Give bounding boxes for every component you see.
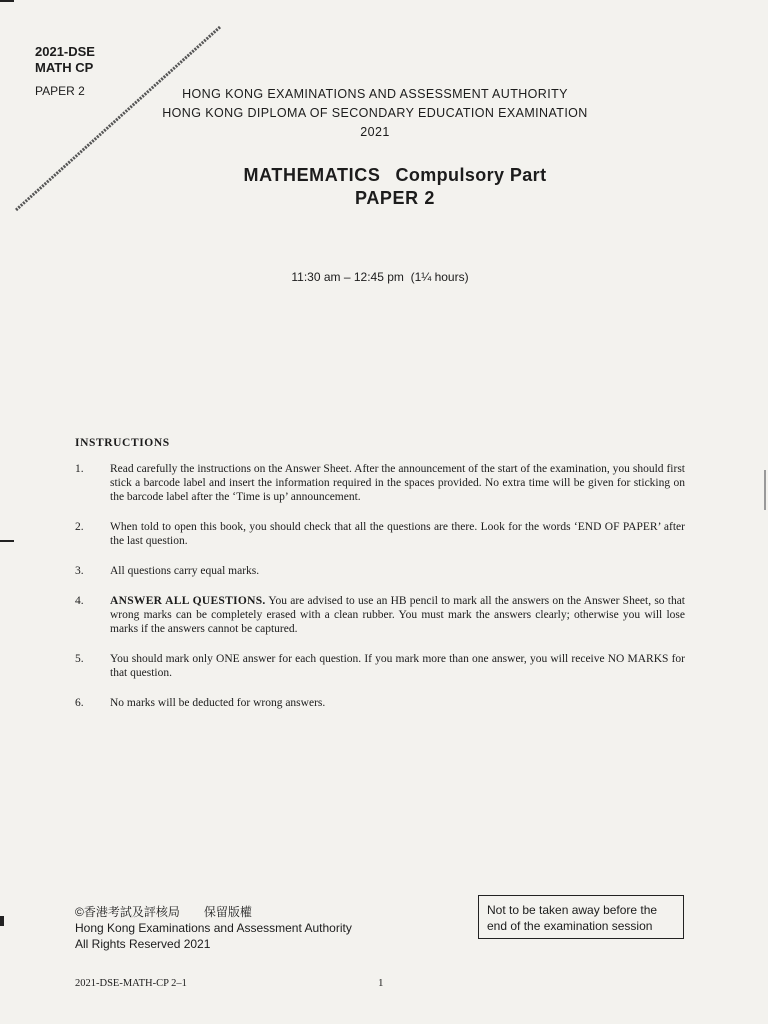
copyright-english: Hong Kong Examinations and Assessment Authority (75, 921, 352, 935)
instruction-item: 3. All questions carry equal marks. (75, 565, 260, 577)
copyright-rights: All Rights Reserved 2021 (75, 937, 211, 951)
scan-edge-mark (0, 540, 14, 542)
copyright-notice (75, 904, 352, 952)
authority-heading (150, 85, 600, 142)
instruction-item: 2. When told to open this book, you should check that all the questions are there. Look for the words ‘END OF PAPER’ after the last question. (75, 521, 685, 547)
not-to-be-taken-notice: Not to be taken away before the end of the examination session (478, 895, 684, 939)
instructions-list (75, 462, 685, 726)
paper-code-line1: 2021-DSE (35, 44, 95, 59)
subject-title (150, 165, 640, 186)
instruction-item: 6. No marks will be deducted for wrong answers. (75, 697, 326, 709)
paper-code-line2: MATH CP (35, 60, 94, 75)
copyright-chinese: ©香港考試及評核局 保留版權 (75, 905, 252, 919)
paper-tag: PAPER 2 (35, 84, 85, 98)
scan-edge-mark (764, 470, 766, 510)
authority-line2: HONG KONG DIPLOMA OF SECONDARY EDUCATION EXAMINATION 2021 (162, 106, 588, 139)
scan-edge-mark (0, 0, 14, 2)
paper-title: PAPER 2 (355, 188, 435, 208)
subject-name: MATHEMATICS (243, 165, 381, 185)
instruction-item: 1. Read carefully the instructions on the Answer Sheet. After the announcement of the start of the examination, you should first stick a barcode label and insert the information required in the spaces provided. No extra time will be given for sticking on the barcode label after the ‘Time is up’ announcement. (75, 463, 685, 503)
subject-part: Compulsory Part (395, 165, 547, 185)
exam-time: 11:30 am – 12:45 pm (1¼ hours) (291, 270, 469, 284)
page-number: 1 (378, 977, 384, 989)
instruction-item: 4. ANSWER ALL QUESTIONS. You are advised to use an HB pencil to mark all the answers on the Answer Sheet, so that wrong marks can be completely erased with a clean rubber. You must mark the answers clearly; otherwise you will lose marks if the answers cannot be captured. (75, 595, 685, 635)
footer-paper-code: 2021-DSE-MATH-CP 2–1 (75, 978, 187, 989)
instructions-heading: INSTRUCTIONS (75, 437, 170, 449)
authority-line1: HONG KONG EXAMINATIONS AND ASSESSMENT AUTHORITY (182, 87, 568, 101)
instruction-item: 5. You should mark only ONE answer for each question. If you mark more than one answer, you will receive NO MARKS for that question. (75, 653, 685, 679)
scan-edge-mark (0, 916, 4, 926)
answer-all-emphasis: ANSWER ALL QUESTIONS. (110, 595, 266, 607)
